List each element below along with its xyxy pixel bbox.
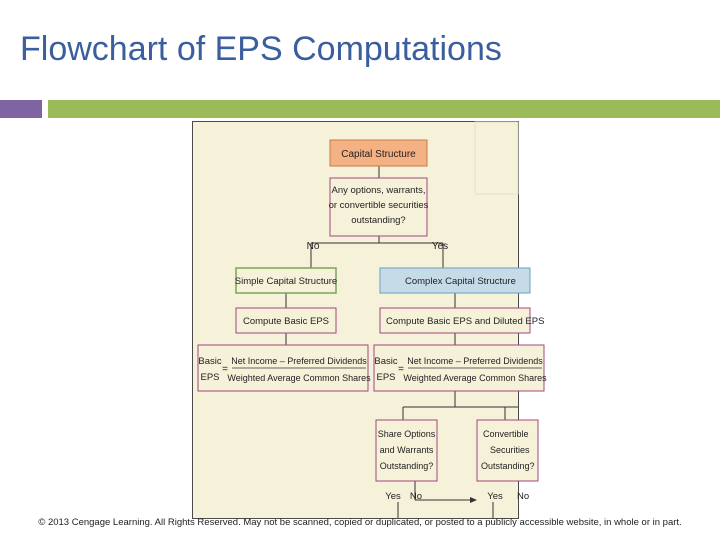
complex-capital-structure-label: Complex Capital Structure xyxy=(405,276,516,287)
question-line-3: outstanding? xyxy=(351,215,406,226)
simple-capital-structure-label: Simple Capital Structure xyxy=(234,276,338,287)
share-options-yes: Yes xyxy=(385,491,401,502)
flowchart-figure xyxy=(192,121,547,519)
formula-left-numerator: Net Income – Preferred Dividends xyxy=(231,356,367,366)
formula-left-basic: Basic xyxy=(198,356,222,367)
capital-structure-label: Capital Structure xyxy=(341,149,416,160)
formula-left-denominator: Weighted Average Common Shares xyxy=(227,373,371,383)
accent-bar-green xyxy=(48,100,720,118)
flowchart-svg xyxy=(193,122,547,518)
share-options-line-1: Share Options xyxy=(377,429,436,439)
formula-right-numerator: Net Income – Preferred Dividends xyxy=(407,356,543,366)
formula-left-eps: EPS xyxy=(200,372,220,383)
formula-right-equals: = xyxy=(398,364,404,375)
yes-label: Yes xyxy=(431,241,449,252)
compute-basic-eps-label: Compute Basic EPS xyxy=(242,316,330,327)
no-label: No xyxy=(306,241,320,252)
question-line-2: or convertible securities xyxy=(328,200,429,211)
slide-title: Flowchart of EPS Computations xyxy=(20,30,502,68)
formula-right-denominator: Weighted Average Common Shares xyxy=(403,373,547,383)
share-options-line-3: Outstanding? xyxy=(379,461,434,471)
formula-left-equals: = xyxy=(222,364,228,375)
copyright-footer: © 2013 Cengage Learning. All Rights Reserved. May not be scanned, copied or duplicated, or posted to a publicly accessible website, in whole or in part. xyxy=(38,517,682,528)
convertible-line-3: Outstanding? xyxy=(481,461,535,471)
formula-right-eps: EPS xyxy=(376,372,396,383)
arrow-head xyxy=(470,497,477,503)
question-line-1: Any options, warrants, xyxy=(331,185,426,196)
page-mark xyxy=(475,122,518,194)
convertible-yes: Yes xyxy=(487,491,503,502)
convertible-no: No xyxy=(517,491,530,502)
convertible-line-2: Securities xyxy=(490,445,530,455)
accent-bar-purple xyxy=(0,100,42,118)
share-options-no: No xyxy=(409,491,423,502)
convertible-line-1: Convertible xyxy=(483,429,529,439)
formula-right-basic: Basic xyxy=(374,356,398,367)
share-options-line-2: and Warrants xyxy=(379,445,434,455)
compute-basic-diluted-eps-label: Compute Basic EPS and Diluted EPS xyxy=(386,316,545,327)
